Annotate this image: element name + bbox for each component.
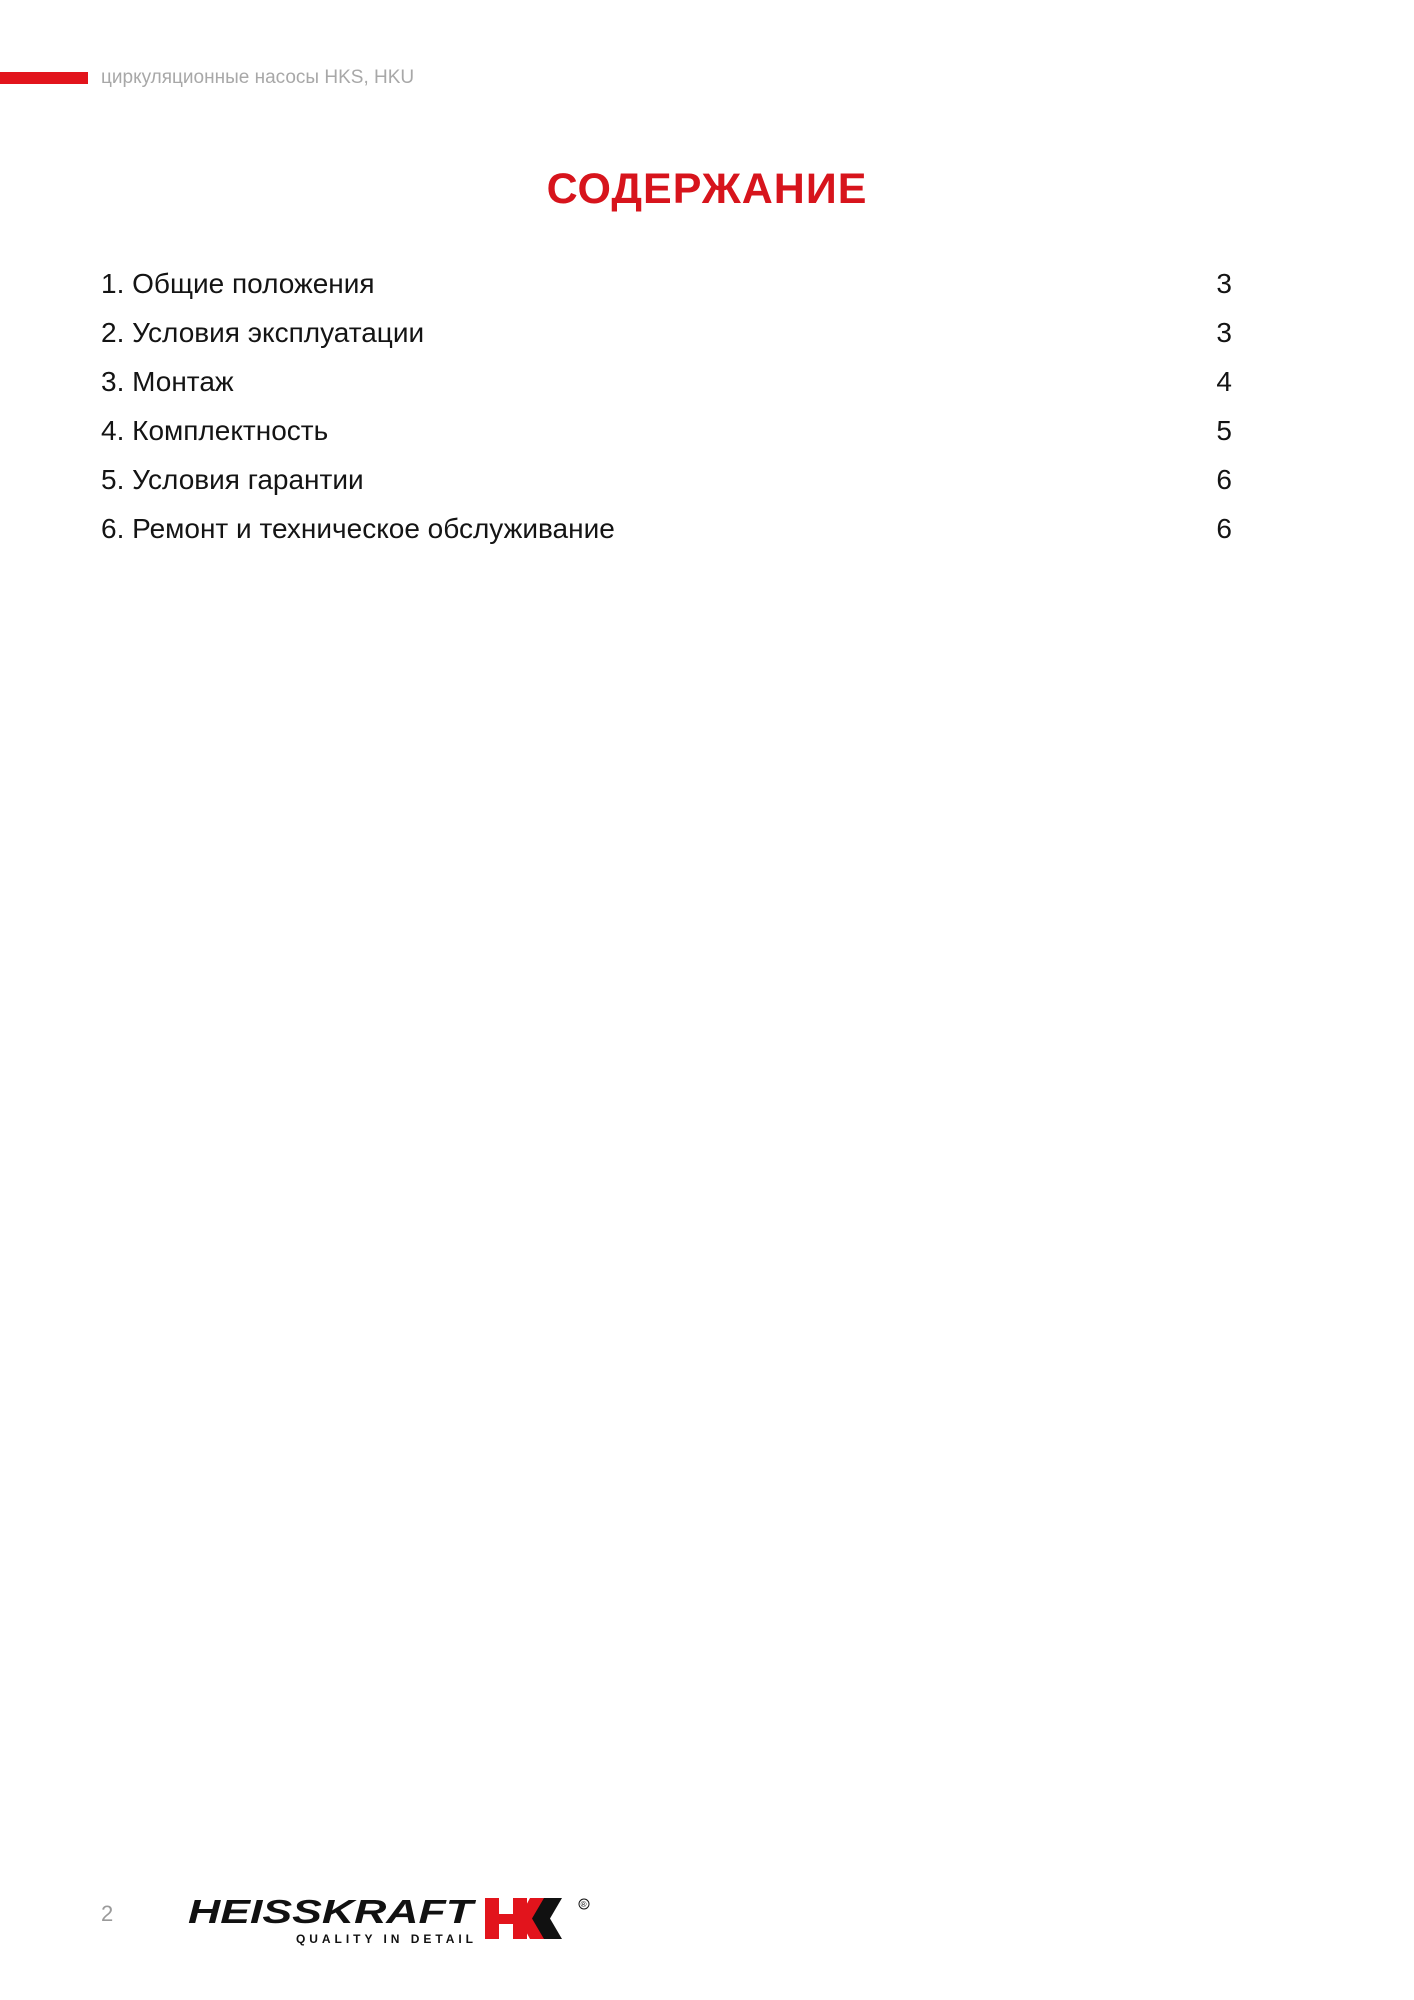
toc-item-label: 1. Общие положения — [101, 268, 375, 299]
page-title: СОДЕРЖАНИЕ — [546, 165, 868, 213]
toc-item-maintenance[interactable] — [101, 507, 1232, 556]
document-header: циркуляционные насосы HKS, HKU — [101, 67, 415, 88]
registered-mark-text: ® — [580, 1900, 587, 1909]
toc-item-page: 3 — [1216, 317, 1232, 348]
toc-item-label: 2. Условия эксплуатации — [101, 317, 425, 348]
toc-item-page: 6 — [1216, 464, 1232, 495]
toc-item-operating-conditions[interactable] — [101, 311, 1232, 360]
toc-item-label: 6. Ремонт и техническое обслуживание — [101, 513, 615, 544]
toc-item-installation[interactable] — [101, 360, 1232, 409]
header-accent-bar — [0, 72, 88, 84]
heisskraft-logo — [188, 1894, 593, 1948]
toc-item-label: 4. Комплектность — [101, 415, 329, 446]
toc-item-label: 5. Условия гарантии — [101, 464, 364, 495]
table-of-contents — [101, 262, 1232, 556]
toc-item-page: 4 — [1216, 366, 1232, 397]
page-number: 2 — [101, 1901, 114, 1926]
hk-mark-icon — [485, 1898, 562, 1939]
toc-item-general[interactable] — [101, 262, 1232, 311]
page-footer — [0, 1880, 1414, 1950]
toc-item-page: 6 — [1216, 513, 1232, 544]
toc-item-label: 3. Монтаж — [101, 366, 234, 397]
logo-tagline-text: QUALITY IN DETAIL — [296, 1932, 473, 1946]
toc-item-page: 3 — [1216, 268, 1232, 299]
logo-brand-text: HEISSKRAFT — [188, 1894, 477, 1930]
toc-item-package-contents[interactable] — [101, 409, 1232, 458]
toc-item-page: 5 — [1216, 415, 1232, 446]
toc-item-warranty[interactable] — [101, 458, 1232, 507]
